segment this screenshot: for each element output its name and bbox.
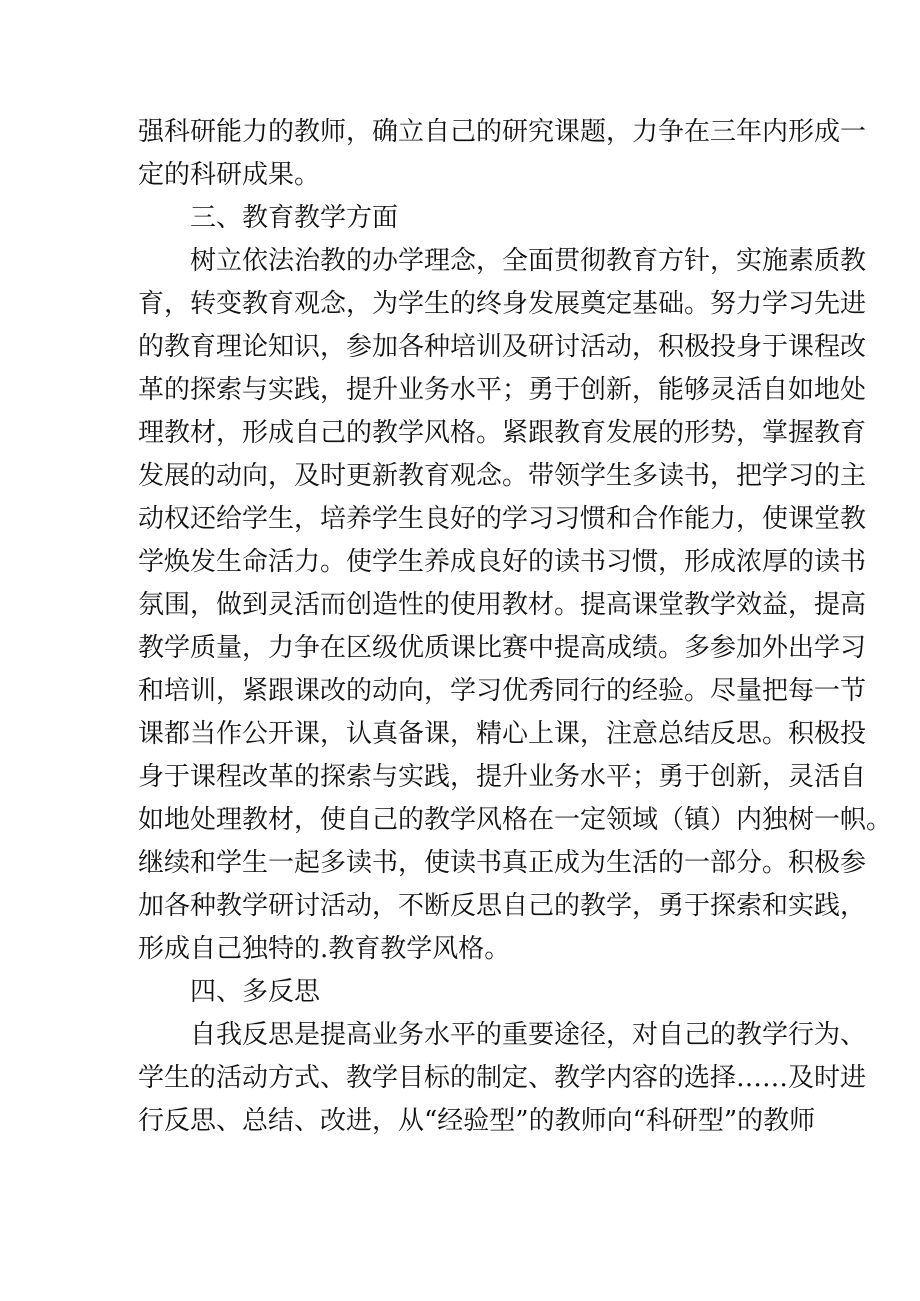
section-heading: 四、多反思 bbox=[190, 977, 321, 1007]
text-line: 继续和学生一起多读书，使读书真正成为生活的一部分。积极参 bbox=[138, 848, 867, 878]
text-line: 树立依法治教的办学理念，全面贯彻教育方针，实施素质教 bbox=[190, 246, 867, 276]
text-line: 动权还给学生，培养学生良好的学习习惯和合作能力，使课堂教 bbox=[138, 504, 867, 534]
text-line: 理教材，形成自己的教学风格。紧跟教育发展的形势，掌握教育 bbox=[138, 418, 867, 448]
text-line: 革的探索与实践，提升业务水平；勇于创新，能够灵活自如地处 bbox=[138, 375, 867, 405]
text-line: 的教育理论知识，参加各种培训及研讨活动，积极投身于课程改 bbox=[138, 332, 867, 362]
text-line: 行反思、总结、改进，从“经验型”的教师向“科研型”的教师 bbox=[138, 1106, 816, 1136]
text-line: 强科研能力的教师，确立自己的研究课题，力争在三年内形成一 bbox=[138, 117, 867, 147]
text-line: 教学质量，力争在区级优质课比赛中提高成绩。多参加外出学习 bbox=[138, 633, 867, 663]
text-line: 育，转变教育观念，为学生的终身发展奠定基础。努力学习先进 bbox=[138, 289, 867, 319]
text-line: 学焕发生命活力。使学生养成良好的读书习惯，形成浓厚的读书 bbox=[138, 547, 867, 577]
text-line: 发展的动向，及时更新教育观念。带领学生多读书，把学习的主 bbox=[138, 461, 867, 491]
text-line: 和培训，紧跟课改的动向，学习优秀同行的经验。尽量把每一节 bbox=[138, 676, 867, 706]
text-line: 自我反思是提高业务水平的重要途径，对自己的教学行为、 bbox=[190, 1020, 867, 1050]
text-line: 氛围，做到灵活而创造性的使用教材。提高课堂教学效益，提高 bbox=[138, 590, 867, 620]
text-line: 定的科研成果。 bbox=[138, 160, 321, 190]
text-line: 形成自己独特的.教育教学风格。 bbox=[138, 934, 511, 964]
text-line: 加各种教学研讨活动，不断反思自己的教学，勇于探索和实践， bbox=[138, 891, 867, 921]
text-line: 学生的活动方式、教学目标的制定、教学内容的选择……及时进 bbox=[138, 1063, 867, 1093]
text-line: 如地处理教材，使自己的教学风格在一定领域（镇）内独树一帜。 bbox=[138, 805, 893, 835]
section-heading: 三、教育教学方面 bbox=[190, 203, 399, 233]
text-line: 身于课程改革的探索与实践，提升业务水平；勇于创新，灵活自 bbox=[138, 762, 867, 792]
text-line: 课都当作公开课，认真备课，精心上课，注意总结反思。积极投 bbox=[138, 719, 867, 749]
